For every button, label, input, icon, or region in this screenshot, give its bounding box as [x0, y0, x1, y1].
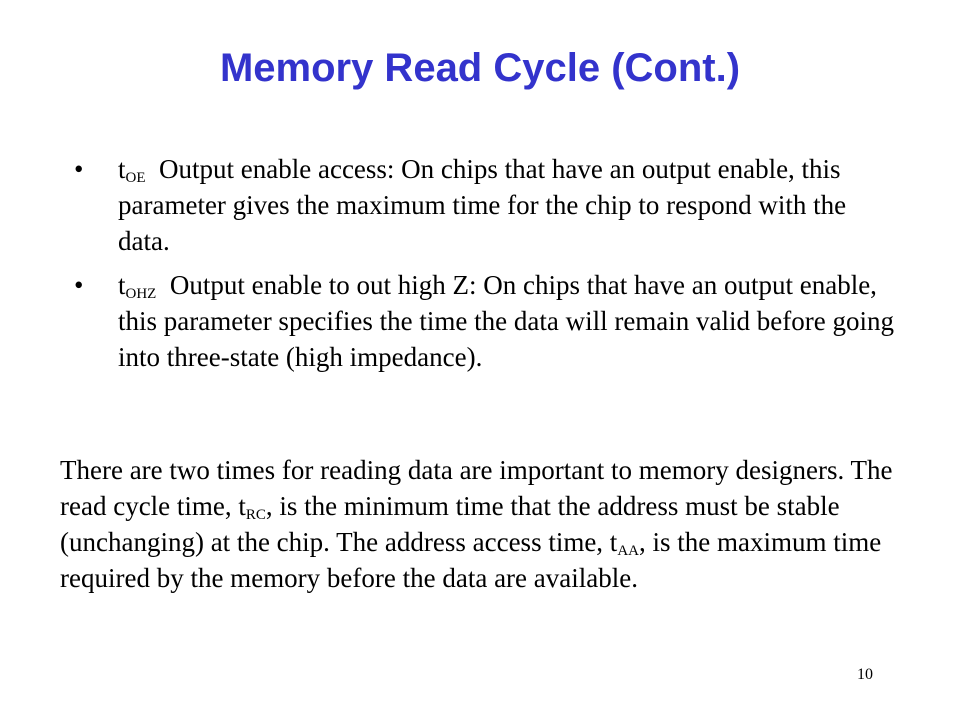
bullet-marker: •	[74, 270, 84, 300]
page-number: 10	[857, 666, 873, 683]
bullet-text: Output enable to out high Z: On chips that have an output enable, this parameter specifies the time the data will remain valid before going into three-state (high impedance).	[118, 270, 894, 372]
paragraph-part-1: There are two times for reading data are important to memory designers. The read cycle time, t	[60, 455, 893, 521]
paragraph-part-2: , is the minimum time that the address must be stable (unchanging) at the chip. The address access time, t	[60, 491, 840, 557]
bullet-list	[70, 151, 900, 383]
term-base: t	[118, 270, 126, 300]
bullet-text: Output enable access: On chips that have an output enable, this parameter gives the maximum time for the chip to respond with the data.	[118, 154, 847, 256]
term-symbol	[118, 154, 146, 184]
bullet-item-toe	[70, 151, 900, 259]
term-subscript: OE	[125, 170, 146, 186]
bullet-item-tohz	[70, 267, 900, 375]
term-symbol	[118, 270, 156, 300]
slide-title: Memory Read Cycle (Cont.)	[219, 46, 741, 90]
paragraph-part-3: , is the maximum time required by the memory before the data are available.	[60, 527, 882, 593]
term-base: t	[118, 154, 126, 184]
subscript-rc: RC	[245, 507, 266, 523]
subscript-aa: AA	[617, 543, 639, 559]
term-subscript: OHZ	[125, 286, 157, 302]
bullet-marker: •	[74, 154, 84, 184]
body-paragraph	[60, 452, 900, 596]
